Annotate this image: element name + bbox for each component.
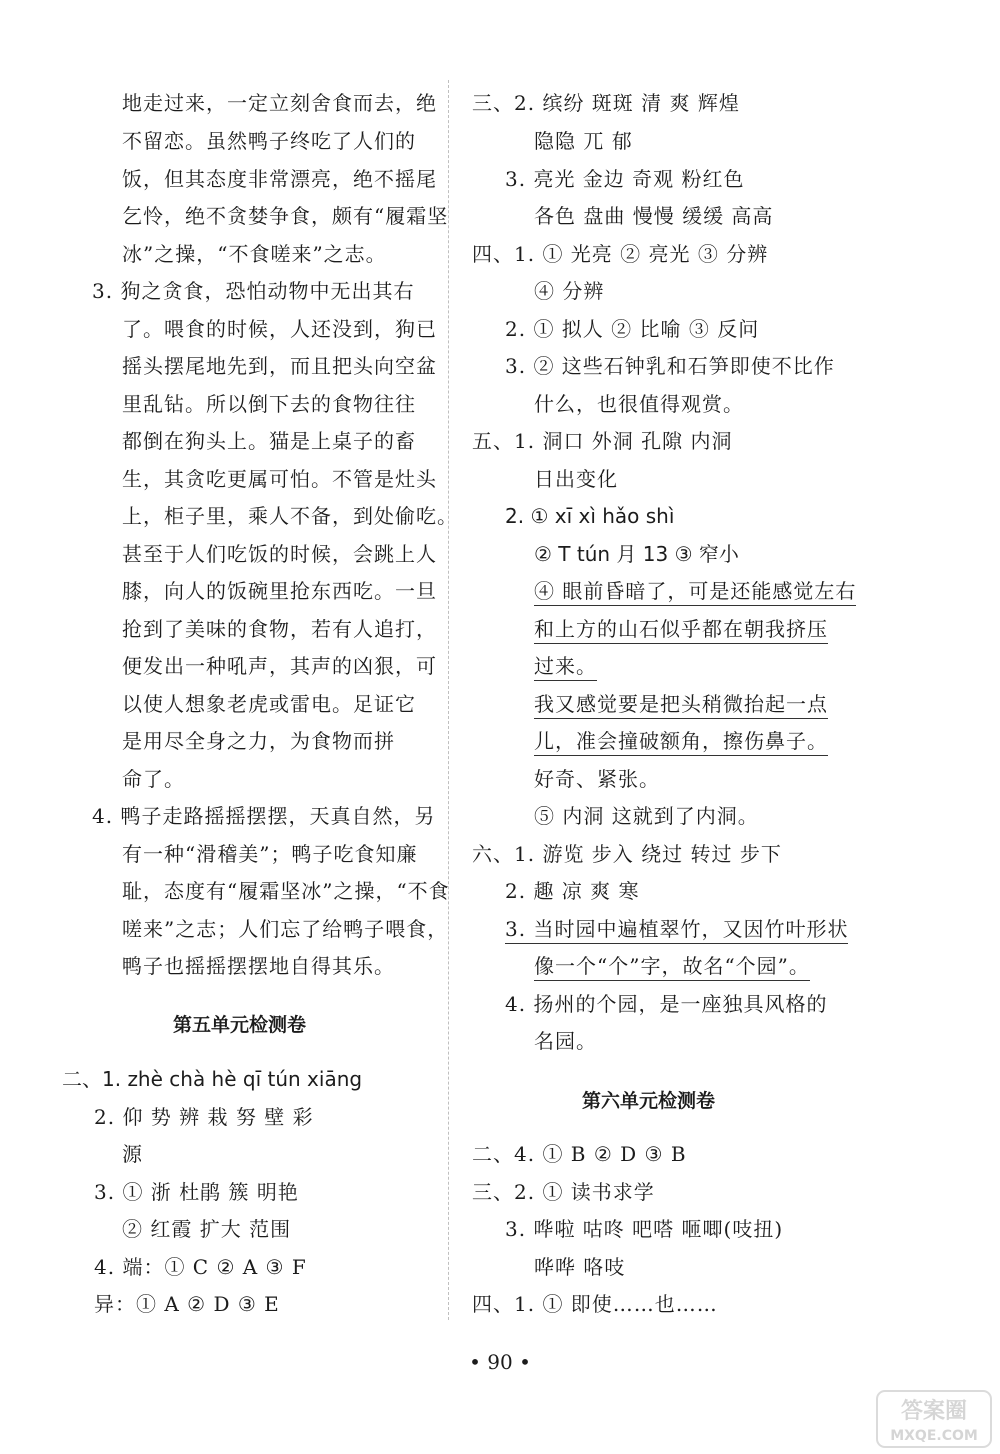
page-number: • 90 • (469, 1350, 531, 1374)
text-line: 都倒在狗头上。猫是上桌子的畜 (122, 429, 416, 453)
text-line: 3. ① 浙 杜鹃 簇 明艳 (94, 1180, 299, 1204)
text-line: 3. 哗啦 咕咚 吧嗒 咂唧(吱扭) (505, 1217, 784, 1241)
text-line: 源 (122, 1142, 143, 1166)
text-line: 抢到了美味的食物，若有人追打， (122, 617, 437, 641)
text-line: 3. ② 这些石钟乳和石笋即使不比作 (505, 354, 835, 378)
text-line: ④ 分辨 (534, 279, 605, 303)
text-line (534, 651, 597, 681)
text-line: ② T tún 月 13 ③ 窄小 (534, 542, 739, 566)
text-line: ⑤ 内洞 这就到了内洞。 (534, 804, 759, 828)
watermark-url: MXQE.COM (890, 1428, 978, 1444)
text-line: ② 红霞 扩大 范围 (122, 1217, 292, 1241)
underlined-answer: ④ 眼前昏暗了，可是还能感觉左右 (534, 579, 856, 606)
text-line: 地走过来，一定立刻舍食而去，绝 (122, 91, 437, 115)
text-line: 嗟来”之志；人们忘了给鸭子喂食， (122, 917, 449, 941)
text-line: 命了。 (122, 767, 185, 791)
text-line: 2. 趣 凉 爽 寒 (505, 879, 640, 903)
text-line: 便发出一种吼声，其声的凶狠，可 (122, 654, 437, 678)
text-line: 哗哗 咯吱 (534, 1255, 626, 1279)
underlined-answer: 和上方的山石似乎都在朝我挤压 (534, 617, 828, 644)
unit5-title: 第五单元检测卷 (173, 1014, 307, 1036)
text-line: 是用尽全身之力，为食物而拼 (122, 729, 395, 753)
text-line: 4. 端：① C ② A ③ F (94, 1255, 307, 1279)
text-line: 名园。 (534, 1029, 597, 1053)
text-line: 六、1. 游览 步入 绕过 转过 步下 (472, 842, 782, 866)
text-line (534, 726, 828, 756)
underlined-answer: 过来。 (534, 654, 597, 681)
underlined-answer: 儿，准会撞破额角，擦伤鼻子。 (534, 729, 828, 756)
text-line: 2. ① 拟人 ② 比喻 ③ 反问 (505, 317, 760, 341)
text-line: 日出变化 (534, 467, 618, 491)
text-line: 4. 扬州的个园，是一座独具风格的 (505, 992, 828, 1016)
text-line (534, 689, 828, 719)
text-line: 二、1. zhè chà hè qī tún xiāng (62, 1067, 363, 1091)
watermark-logo (876, 1390, 992, 1448)
text-line: 四、1. ① 即使……也…… (472, 1292, 718, 1316)
text-line: 饭，但其态度非常漂亮，绝不摇尾 (122, 167, 437, 191)
text-line: 冰”之操，“不食嗟来”之志。 (122, 242, 387, 266)
text-line: 三、2. 缤纷 斑斑 清 爽 辉煌 (472, 91, 740, 115)
underlined-answer: 我又感觉要是把头稍微抬起一点 (534, 692, 828, 719)
text-line: 3. 狗之贪食，恐怕动物中无出其右 (92, 279, 415, 303)
text-line: 鸭子也摇摇摆摆地自得其乐。 (122, 954, 395, 978)
text-line (534, 951, 810, 981)
text-line: 耻，态度有“履霜坚冰”之操，“不食 (122, 879, 450, 903)
text-line: 2. 仰 势 辨 栽 努 壁 彩 (94, 1105, 314, 1129)
text-line: 四、1. ① 光亮 ② 亮光 ③ 分辨 (472, 242, 769, 266)
text-line: 二、4. ① B ② D ③ B (472, 1142, 687, 1166)
text-line: 了。喂食的时候，人还没到，狗已 (122, 317, 437, 341)
text-line: 生，其贪吃更属可怕。不管是灶头 (122, 467, 437, 491)
text-line: 异：① A ② D ③ E (94, 1292, 280, 1316)
text-line: 各色 盘曲 慢慢 缓缓 高高 (534, 204, 774, 228)
text-line: 三、2. ① 读书求学 (472, 1180, 655, 1204)
text-line: 五、1. 洞口 外洞 孔隙 内洞 (472, 429, 733, 453)
text-line: 摇头摆尾地先到，而且把头向空盆 (122, 354, 437, 378)
underlined-answer: 像一个“个”字，故名“个园”。 (534, 954, 810, 981)
text-line (505, 914, 848, 944)
text-line: 甚至于人们吃饭的时候，会跳上人 (122, 542, 437, 566)
text-line: 4. 鸭子走路摇摇摆摆，天真自然，另 (92, 804, 436, 828)
text-line: 膝，向人的饭碗里抢东西吃。一旦 (122, 579, 437, 603)
text-line: 好奇、紧张。 (534, 767, 660, 791)
watermark-title: 答案圈 (900, 1399, 968, 1424)
underlined-answer: 3. 当时园中遍植翠竹，又因竹叶形状 (505, 917, 848, 944)
text-line (534, 614, 828, 644)
text-line: 什么，也很值得观赏。 (534, 392, 744, 416)
text-line: 3. 亮光 金边 奇观 粉红色 (505, 167, 745, 191)
text-line: 里乱钻。所以倒下去的食物往往 (122, 392, 416, 416)
text-line: 乞怜，绝不贪婪争食，颇有“履霜坚 (122, 204, 449, 228)
text-line: 上，柜子里，乘人不备，到处偷吃。 (122, 504, 458, 528)
unit6-title: 第六单元检测卷 (582, 1090, 716, 1112)
text-line: 不留恋。虽然鸭子终吃了人们的 (122, 129, 416, 153)
text-line: 隐隐 兀 郁 (534, 129, 633, 153)
text-line: 有一种“滑稽美”；鸭子吃食知廉 (122, 842, 418, 866)
text-line (534, 576, 856, 606)
text-line: 2. ① xī xì hǎo shì (505, 504, 675, 528)
column-divider (448, 80, 449, 1320)
text-line: 以使人想象老虎或雷电。足证它 (122, 692, 416, 716)
